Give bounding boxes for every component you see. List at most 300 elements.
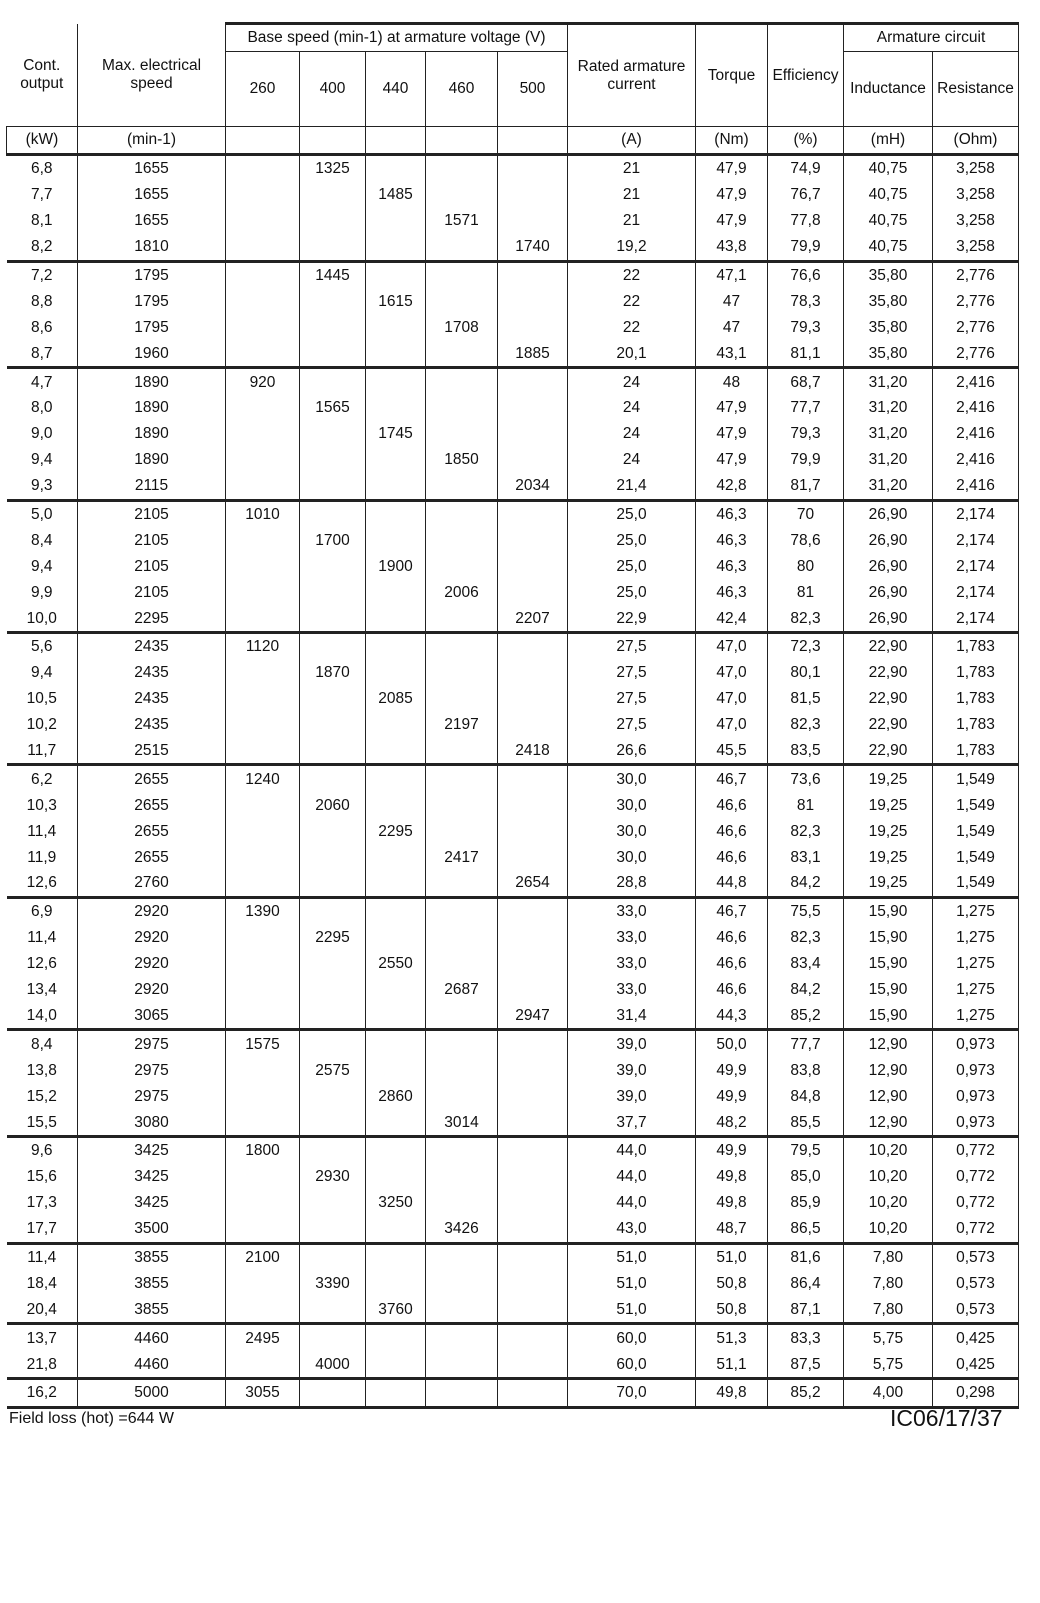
header-cont-output: Cont. output (7, 24, 78, 127)
cell-speed-400 (300, 844, 366, 870)
cell-speed-400 (300, 421, 366, 447)
table-row (7, 1136, 1019, 1163)
cell-speed-260 (226, 340, 300, 367)
cell-efficiency: 82,3 (768, 712, 844, 738)
cell-speed-440 (366, 1216, 426, 1243)
cell-max-speed: 2435 (78, 633, 226, 660)
cell-efficiency: 77,7 (768, 1030, 844, 1057)
cell-speed-500 (498, 447, 568, 473)
cell-speed-460 (426, 686, 498, 712)
cell-speed-400: 2575 (300, 1057, 366, 1083)
cell-efficiency: 83,1 (768, 844, 844, 870)
cell-speed-400 (300, 1190, 366, 1216)
cell-resistance: 0,973 (933, 1083, 1019, 1109)
cell-cont-output: 13,4 (7, 977, 78, 1003)
cell-speed-400 (300, 473, 366, 500)
cell-torque: 49,9 (696, 1083, 768, 1109)
cell-inductance: 7,80 (844, 1270, 933, 1296)
cell-inductance: 19,25 (844, 792, 933, 818)
cell-speed-460 (426, 182, 498, 208)
cell-efficiency: 82,3 (768, 605, 844, 632)
cell-max-speed: 4460 (78, 1351, 226, 1378)
cell-cont-output: 7,7 (7, 182, 78, 208)
cell-rated-current: 25,0 (568, 579, 696, 605)
cell-torque: 49,8 (696, 1378, 768, 1407)
cell-max-speed: 2655 (78, 792, 226, 818)
cell-speed-500: 2947 (498, 1003, 568, 1030)
cell-resistance: 0,298 (933, 1378, 1019, 1407)
cell-speed-400 (300, 977, 366, 1003)
cell-max-speed: 2655 (78, 818, 226, 844)
cell-torque: 51,3 (696, 1324, 768, 1351)
cell-resistance: 1,783 (933, 660, 1019, 686)
cell-rated-current: 22 (568, 288, 696, 314)
cell-speed-440 (366, 1324, 426, 1351)
cell-speed-500 (498, 925, 568, 951)
cell-resistance: 1,275 (933, 951, 1019, 977)
cell-torque: 42,4 (696, 605, 768, 632)
cell-speed-460 (426, 897, 498, 924)
cell-resistance: 3,258 (933, 155, 1019, 182)
cell-speed-400 (300, 897, 366, 924)
cell-max-speed: 1890 (78, 395, 226, 421)
cell-rated-current: 21,4 (568, 473, 696, 500)
cell-efficiency: 86,4 (768, 1270, 844, 1296)
cell-resistance: 2,174 (933, 527, 1019, 553)
cell-efficiency: 81,6 (768, 1243, 844, 1270)
cell-speed-400: 2295 (300, 925, 366, 951)
cell-inductance: 15,90 (844, 925, 933, 951)
cell-rated-current: 19,2 (568, 234, 696, 261)
cell-speed-460 (426, 395, 498, 421)
cell-efficiency: 75,5 (768, 897, 844, 924)
cell-speed-260: 920 (226, 368, 300, 395)
cell-speed-260 (226, 553, 300, 579)
cell-resistance: 2,174 (933, 605, 1019, 632)
cell-inductance: 4,00 (844, 1378, 933, 1407)
cell-speed-460 (426, 473, 498, 500)
cell-resistance: 1,275 (933, 925, 1019, 951)
cell-speed-440 (366, 1351, 426, 1378)
table-body (7, 155, 1019, 1408)
cell-rated-current: 24 (568, 368, 696, 395)
cell-resistance: 3,258 (933, 208, 1019, 234)
table-row (7, 686, 1019, 712)
field-loss-note: Field loss (hot) =644 W (9, 1410, 174, 1427)
cell-torque: 47,0 (696, 633, 768, 660)
cell-speed-440: 3760 (366, 1296, 426, 1323)
cell-cont-output: 11,7 (7, 738, 78, 765)
cell-cont-output: 8,4 (7, 1030, 78, 1057)
cell-resistance: 1,549 (933, 844, 1019, 870)
cell-cont-output: 9,4 (7, 553, 78, 579)
cell-resistance: 2,416 (933, 395, 1019, 421)
cell-inductance: 31,20 (844, 447, 933, 473)
cell-rated-current: 39,0 (568, 1030, 696, 1057)
cell-speed-500 (498, 1057, 568, 1083)
cell-speed-260 (226, 234, 300, 261)
cell-speed-440 (366, 155, 426, 182)
cell-cont-output: 8,1 (7, 208, 78, 234)
cell-rated-current: 33,0 (568, 925, 696, 951)
table-row (7, 1270, 1019, 1296)
cell-inductance: 7,80 (844, 1296, 933, 1323)
cell-speed-460 (426, 1083, 498, 1109)
cell-speed-400: 3390 (300, 1270, 366, 1296)
cell-torque: 43,8 (696, 234, 768, 261)
cell-max-speed: 2975 (78, 1083, 226, 1109)
cell-max-speed: 3855 (78, 1270, 226, 1296)
cell-resistance: 1,783 (933, 712, 1019, 738)
cell-resistance: 2,174 (933, 553, 1019, 579)
cell-resistance: 3,258 (933, 234, 1019, 261)
unit-voltage-blank (366, 127, 426, 155)
cell-torque: 47,9 (696, 395, 768, 421)
cell-speed-440 (366, 1270, 426, 1296)
cell-max-speed: 2435 (78, 712, 226, 738)
cell-cont-output: 8,6 (7, 314, 78, 340)
cell-speed-500 (498, 1109, 568, 1136)
table-row (7, 605, 1019, 632)
cell-speed-260 (226, 1109, 300, 1136)
cell-rated-current: 43,0 (568, 1216, 696, 1243)
cell-speed-260 (226, 686, 300, 712)
cell-speed-260: 1010 (226, 500, 300, 527)
cell-inductance: 22,90 (844, 712, 933, 738)
header-voltage-260: 260 (226, 52, 300, 127)
cell-speed-400: 2930 (300, 1164, 366, 1190)
cell-inductance: 31,20 (844, 368, 933, 395)
cell-torque: 49,9 (696, 1136, 768, 1163)
cell-rated-current: 26,6 (568, 738, 696, 765)
cell-speed-400: 1325 (300, 155, 366, 182)
table-row (7, 818, 1019, 844)
cell-speed-400 (300, 633, 366, 660)
table-row (7, 633, 1019, 660)
cell-speed-260: 2495 (226, 1324, 300, 1351)
cell-resistance: 3,258 (933, 182, 1019, 208)
cell-inductance: 19,25 (844, 818, 933, 844)
cell-max-speed: 1655 (78, 182, 226, 208)
table-row (7, 208, 1019, 234)
cell-cont-output: 11,4 (7, 1243, 78, 1270)
cell-rated-current: 37,7 (568, 1109, 696, 1136)
cell-inductance: 31,20 (844, 395, 933, 421)
cell-speed-440 (366, 1030, 426, 1057)
cell-speed-460 (426, 633, 498, 660)
header-inductance: Inductance (844, 52, 933, 127)
cell-resistance: 2,776 (933, 288, 1019, 314)
cell-speed-460 (426, 1030, 498, 1057)
cell-efficiency: 85,5 (768, 1109, 844, 1136)
cell-speed-460 (426, 765, 498, 792)
cell-rated-current: 21 (568, 182, 696, 208)
cell-torque: 46,3 (696, 527, 768, 553)
cell-speed-400 (300, 686, 366, 712)
cell-speed-400 (300, 368, 366, 395)
table-row (7, 844, 1019, 870)
cell-resistance: 1,549 (933, 870, 1019, 897)
cell-torque: 44,8 (696, 870, 768, 897)
cell-speed-500 (498, 1296, 568, 1323)
document-code: IC06/17/37 (890, 1405, 1003, 1431)
cell-speed-500 (498, 208, 568, 234)
table-row (7, 473, 1019, 500)
table-row (7, 447, 1019, 473)
cell-speed-260 (226, 1003, 300, 1030)
cell-speed-400 (300, 314, 366, 340)
cell-speed-460 (426, 288, 498, 314)
header-voltage-500: 500 (498, 52, 568, 127)
cell-cont-output: 8,8 (7, 288, 78, 314)
cell-torque: 49,8 (696, 1190, 768, 1216)
cell-resistance: 2,174 (933, 500, 1019, 527)
cell-rated-current: 33,0 (568, 977, 696, 1003)
cell-efficiency: 79,9 (768, 234, 844, 261)
cell-speed-260: 3055 (226, 1378, 300, 1407)
unit-ampere: (A) (568, 127, 696, 155)
cell-speed-440 (366, 792, 426, 818)
cell-speed-440 (366, 447, 426, 473)
cell-speed-460 (426, 1324, 498, 1351)
cell-speed-440 (366, 500, 426, 527)
cell-speed-400 (300, 765, 366, 792)
cell-resistance: 1,549 (933, 818, 1019, 844)
cell-speed-460 (426, 368, 498, 395)
cell-rated-current: 24 (568, 447, 696, 473)
cell-speed-400 (300, 951, 366, 977)
cell-speed-400 (300, 1109, 366, 1136)
cell-efficiency: 68,7 (768, 368, 844, 395)
cell-resistance: 1,783 (933, 686, 1019, 712)
cell-cont-output: 15,6 (7, 1164, 78, 1190)
cell-cont-output: 21,8 (7, 1351, 78, 1378)
cell-speed-440: 1900 (366, 553, 426, 579)
cell-cont-output: 16,2 (7, 1378, 78, 1407)
cell-rated-current: 51,0 (568, 1296, 696, 1323)
cell-speed-500 (498, 182, 568, 208)
cell-inductance: 10,20 (844, 1136, 933, 1163)
cell-resistance: 1,783 (933, 633, 1019, 660)
cell-resistance: 0,772 (933, 1164, 1019, 1190)
cell-efficiency: 85,2 (768, 1003, 844, 1030)
table-row (7, 1190, 1019, 1216)
cell-inductance: 5,75 (844, 1324, 933, 1351)
cell-rated-current: 25,0 (568, 527, 696, 553)
cell-max-speed: 3065 (78, 1003, 226, 1030)
cell-max-speed: 1655 (78, 155, 226, 182)
cell-efficiency: 84,2 (768, 870, 844, 897)
cell-rated-current: 33,0 (568, 897, 696, 924)
cell-speed-260: 1800 (226, 1136, 300, 1163)
header-torque: Torque (696, 24, 768, 127)
cell-resistance: 2,416 (933, 473, 1019, 500)
cell-efficiency: 87,5 (768, 1351, 844, 1378)
cell-resistance: 0,425 (933, 1351, 1019, 1378)
cell-cont-output: 13,7 (7, 1324, 78, 1351)
cell-rated-current: 30,0 (568, 765, 696, 792)
cell-speed-400 (300, 447, 366, 473)
table-row (7, 792, 1019, 818)
cell-cont-output: 5,6 (7, 633, 78, 660)
cell-max-speed: 4460 (78, 1324, 226, 1351)
cell-speed-460 (426, 1136, 498, 1163)
cell-inductance: 26,90 (844, 553, 933, 579)
cell-torque: 47,0 (696, 686, 768, 712)
cell-speed-260 (226, 818, 300, 844)
cell-max-speed: 1810 (78, 234, 226, 261)
cell-speed-500 (498, 897, 568, 924)
cell-speed-460 (426, 870, 498, 897)
table-row (7, 261, 1019, 288)
cell-speed-460 (426, 1378, 498, 1407)
cell-cont-output: 12,6 (7, 951, 78, 977)
cell-speed-440 (366, 1378, 426, 1407)
cell-rated-current: 51,0 (568, 1243, 696, 1270)
cell-speed-400 (300, 208, 366, 234)
cell-speed-500 (498, 553, 568, 579)
cell-resistance: 0,973 (933, 1109, 1019, 1136)
cell-torque: 46,6 (696, 818, 768, 844)
cell-speed-500: 1885 (498, 340, 568, 367)
cell-max-speed: 2105 (78, 553, 226, 579)
cell-speed-440 (366, 261, 426, 288)
cell-efficiency: 85,2 (768, 1378, 844, 1407)
cell-torque: 47,9 (696, 208, 768, 234)
cell-speed-460 (426, 1296, 498, 1323)
cell-inductance: 22,90 (844, 686, 933, 712)
cell-speed-500 (498, 792, 568, 818)
cell-speed-500 (498, 288, 568, 314)
cell-speed-500 (498, 977, 568, 1003)
cell-speed-440 (366, 605, 426, 632)
cell-resistance: 1,549 (933, 792, 1019, 818)
cell-inductance: 35,80 (844, 261, 933, 288)
cell-speed-500 (498, 155, 568, 182)
cell-max-speed: 2435 (78, 660, 226, 686)
cell-max-speed: 1890 (78, 421, 226, 447)
cell-cont-output: 17,3 (7, 1190, 78, 1216)
header-armature-group: Armature circuit (844, 24, 1019, 52)
cell-torque: 44,3 (696, 1003, 768, 1030)
cell-cont-output: 10,2 (7, 712, 78, 738)
cell-speed-500 (498, 368, 568, 395)
cell-rated-current: 30,0 (568, 818, 696, 844)
cell-speed-500: 2418 (498, 738, 568, 765)
cell-speed-440 (366, 738, 426, 765)
cell-resistance: 2,416 (933, 421, 1019, 447)
cell-max-speed: 1795 (78, 288, 226, 314)
cell-speed-440 (366, 844, 426, 870)
cell-speed-460 (426, 261, 498, 288)
cell-rated-current: 51,0 (568, 1270, 696, 1296)
cell-torque: 46,7 (696, 897, 768, 924)
cell-speed-260 (226, 605, 300, 632)
cell-resistance: 2,776 (933, 261, 1019, 288)
cell-speed-260: 1390 (226, 897, 300, 924)
cell-speed-460: 1708 (426, 314, 498, 340)
unit-voltage-blank (498, 127, 568, 155)
table-row (7, 951, 1019, 977)
cell-speed-500 (498, 1083, 568, 1109)
cell-resistance: 0,973 (933, 1057, 1019, 1083)
cell-rated-current: 21 (568, 208, 696, 234)
cell-efficiency: 81 (768, 792, 844, 818)
cell-rated-current: 27,5 (568, 712, 696, 738)
cell-inductance: 35,80 (844, 314, 933, 340)
cell-speed-460 (426, 1003, 498, 1030)
cell-rated-current: 33,0 (568, 951, 696, 977)
cell-resistance: 1,783 (933, 738, 1019, 765)
cell-rated-current: 60,0 (568, 1351, 696, 1378)
cell-speed-460 (426, 553, 498, 579)
cell-speed-500 (498, 686, 568, 712)
cell-inductance: 12,90 (844, 1109, 933, 1136)
cell-speed-400 (300, 605, 366, 632)
header-voltage-460: 460 (426, 52, 498, 127)
cell-resistance: 2,776 (933, 314, 1019, 340)
cell-torque: 46,6 (696, 792, 768, 818)
cell-speed-400: 1565 (300, 395, 366, 421)
cell-speed-460: 2197 (426, 712, 498, 738)
cell-cont-output: 9,4 (7, 660, 78, 686)
cell-efficiency: 78,3 (768, 288, 844, 314)
cell-resistance: 0,425 (933, 1324, 1019, 1351)
cell-max-speed: 3425 (78, 1164, 226, 1190)
cell-speed-500 (498, 421, 568, 447)
cell-resistance: 1,275 (933, 977, 1019, 1003)
cell-speed-400: 2060 (300, 792, 366, 818)
cell-torque: 49,9 (696, 1057, 768, 1083)
cell-speed-460 (426, 500, 498, 527)
cell-rated-current: 39,0 (568, 1083, 696, 1109)
cell-cont-output: 14,0 (7, 1003, 78, 1030)
cell-efficiency: 70 (768, 500, 844, 527)
cell-speed-440: 2860 (366, 1083, 426, 1109)
cell-speed-260 (226, 712, 300, 738)
cell-max-speed: 5000 (78, 1378, 226, 1407)
cell-rated-current: 27,5 (568, 686, 696, 712)
cell-max-speed: 2975 (78, 1030, 226, 1057)
table-row (7, 527, 1019, 553)
unit-kw: (kW) (7, 127, 78, 155)
cell-rated-current: 30,0 (568, 844, 696, 870)
cell-speed-440: 1745 (366, 421, 426, 447)
cell-resistance: 0,973 (933, 1030, 1019, 1057)
cell-speed-260 (226, 421, 300, 447)
cell-cont-output: 18,4 (7, 1270, 78, 1296)
cell-cont-output: 9,4 (7, 447, 78, 473)
cell-inductance: 40,75 (844, 155, 933, 182)
table-row (7, 977, 1019, 1003)
cell-torque: 47,1 (696, 261, 768, 288)
table-row (7, 1243, 1019, 1270)
cell-resistance: 0,573 (933, 1296, 1019, 1323)
cell-max-speed: 1890 (78, 368, 226, 395)
cell-max-speed: 3425 (78, 1136, 226, 1163)
cell-speed-440 (366, 208, 426, 234)
cell-inductance: 40,75 (844, 234, 933, 261)
cell-efficiency: 80 (768, 553, 844, 579)
cell-speed-440 (366, 1003, 426, 1030)
cell-rated-current: 30,0 (568, 792, 696, 818)
cell-inductance: 26,90 (844, 605, 933, 632)
cell-rated-current: 44,0 (568, 1136, 696, 1163)
cell-inductance: 15,90 (844, 1003, 933, 1030)
cell-resistance: 1,275 (933, 897, 1019, 924)
cell-torque: 51,0 (696, 1243, 768, 1270)
cell-speed-260 (226, 182, 300, 208)
